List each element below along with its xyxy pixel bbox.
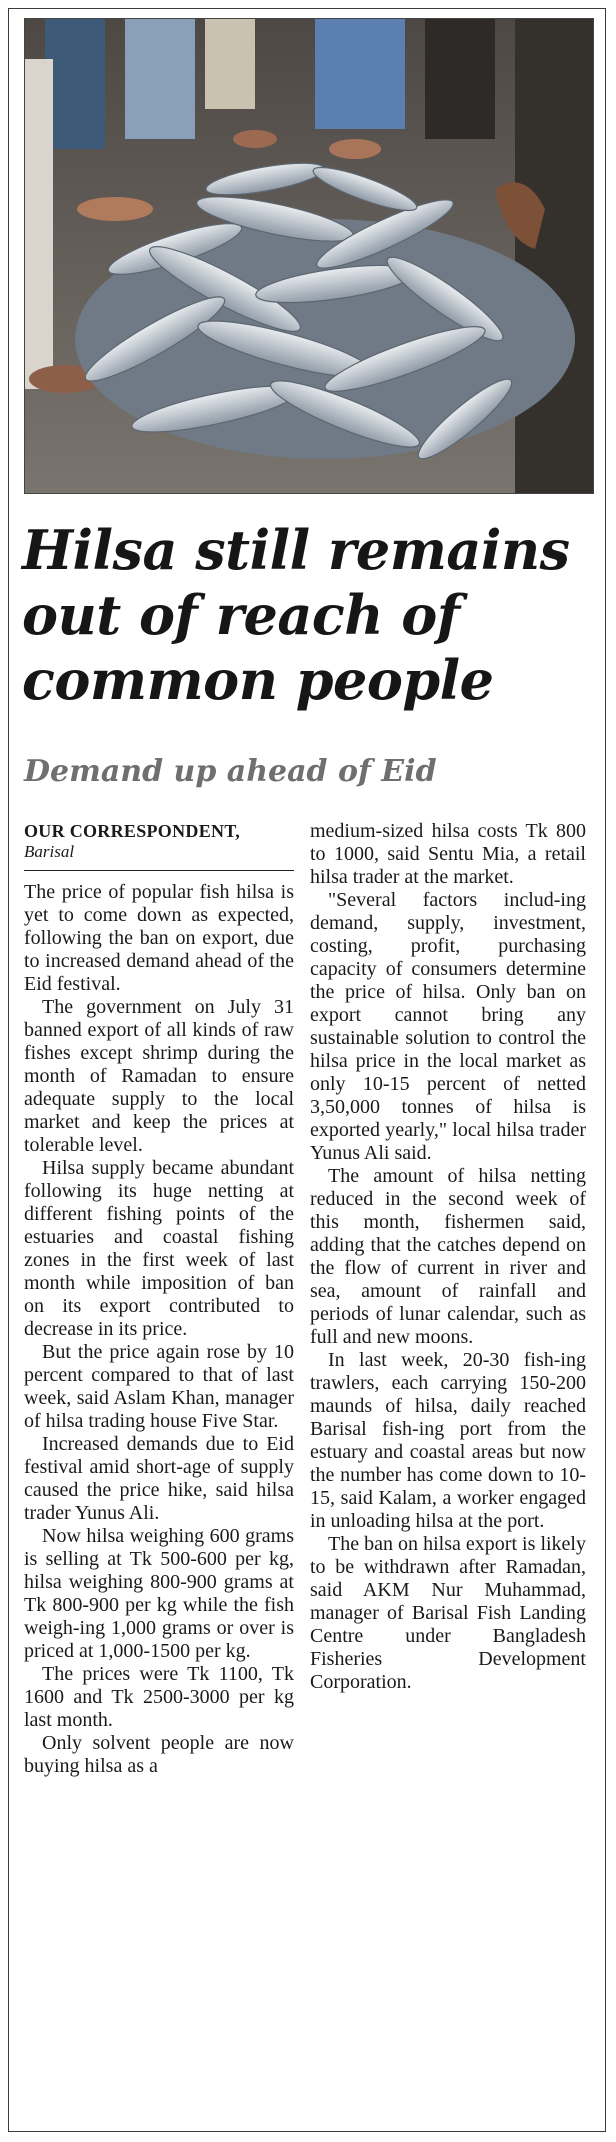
paragraph: The amount of hilsa netting reduced in the second week of this month, fishermen said, adding that the catches depend on the flow of current in river and sea, amount of rainfall and periods of lunar calendar, such as full and new moons.	[310, 1165, 586, 1348]
paragraph: Hilsa supply became abundant following its huge netting at different fishing points of the estuaries and coastal fishing zones in the first week of last month while imposition of ban on its export contributed to decrease in its price.	[24, 1157, 294, 1340]
paragraph: "Several factors includ-ing demand, supply, investment, costing, profit, purchasing capacity of consumers determine the price of hilsa. Only ban on export cannot bring any sustainable solution to control the hilsa price in the local market as only 10-15 percent of netted 3,50,000 tonnes of hilsa is exported yearly," local hilsa trader Yunus Ali said.	[310, 889, 586, 1164]
paragraph: Only solvent people are now buying hilsa as a	[24, 1732, 294, 1777]
paragraph: The prices were Tk 1100, Tk 1600 and Tk 2500-3000 per kg last month.	[24, 1663, 294, 1731]
paragraph: The price of popular fish hilsa is yet to come down as expected, following the ban on export, due to increased demand ahead of the Eid festival.	[24, 881, 294, 995]
paragraph: Increased demands due to Eid festival amid short-age of supply caused the price hike, said hilsa trader Yunus Ali.	[24, 1433, 294, 1524]
paragraph: The ban on hilsa export is likely to be withdrawn after Ramadan, said AKM Nur Muhammad, manager of Barisal Fish Landing Centre under Bangladesh Fisheries Development Corporation.	[310, 1533, 586, 1693]
headline-line-1: Hilsa still remains	[22, 518, 570, 582]
paragraph: But the price again rose by 10 percent compared to that of last week, said Aslam Khan, manager of hilsa trading house Five Star.	[24, 1341, 294, 1432]
paragraph: Now hilsa weighing 600 grams is selling at Tk 500-600 per kg, hilsa weighing 800-900 grams at Tk 800-900 per kg while the fish weigh-ing 1,000 grams or over is priced at 1,000-1500 per kg.	[24, 1525, 294, 1662]
hilsa-fish-photo	[24, 18, 594, 494]
paragraph: The government on July 31 banned export of all kinds of raw fishes except shrimp during the month of Ramadan to ensure adequate supply to the local market and keep the prices at tolerable level.	[24, 996, 294, 1156]
headline-line-2: out of reach of	[22, 583, 460, 647]
dateline: Barisal	[24, 842, 294, 871]
subheadline: Demand up ahead of Eid	[24, 754, 437, 789]
article-column-right	[310, 820, 586, 1694]
paragraph: medium-sized hilsa costs Tk 800 to 1000, said Sentu Mia, a retail hilsa trader at the market.	[310, 820, 586, 888]
paragraph: In last week, 20-30 fish-ing trawlers, each carrying 150-200 maunds of hilsa, daily reached Barisal fish-ing port from the estuary and coastal areas but now the number has come down to 10-15, said Kalam, a worker engaged in unloading hilsa at the port.	[310, 1349, 586, 1532]
headline-line-3: common people	[22, 648, 494, 712]
byline: OUR CORRESPONDENT,	[24, 821, 241, 841]
headline	[22, 518, 592, 713]
article-column-left	[24, 820, 294, 1778]
